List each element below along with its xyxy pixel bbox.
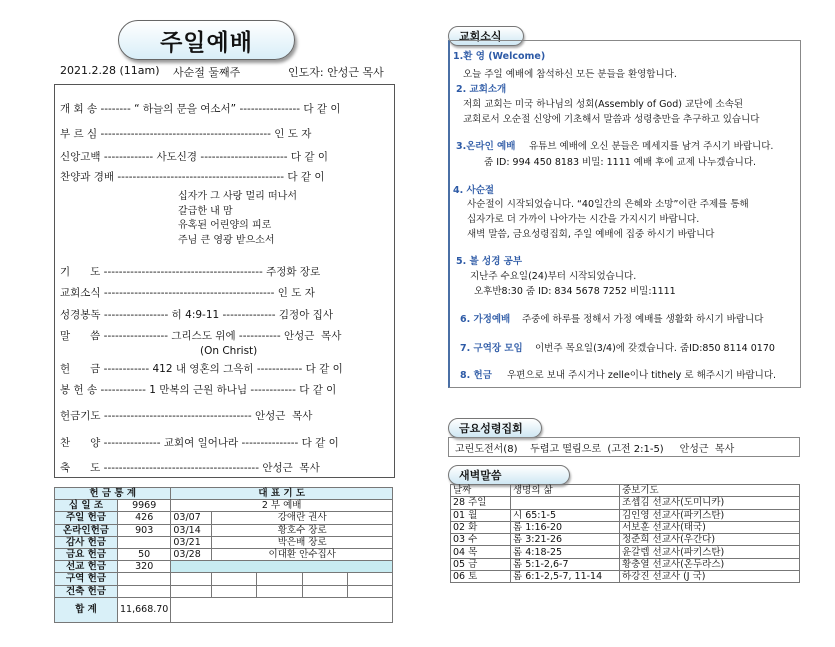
table-row: 03 수 롬 3:21-26 정준희 선교사(우간다): [451, 534, 800, 546]
page-title: 주일예배: [118, 20, 295, 60]
order-item: 봉 헌 송 ------------ 1 만복의 근원 하나님 ------------ 다 같 이: [60, 384, 337, 396]
table-row: 십 일 조 9969 2 부 예배: [55, 500, 393, 512]
column-header: 중보기도: [620, 485, 800, 497]
service-date: 2021.2.28 (11am): [60, 64, 160, 77]
table-row: 선교 헌금 320: [55, 561, 393, 573]
service-season: 사순절 둘째주: [173, 66, 241, 79]
offering-table: [54, 487, 393, 623]
order-item: 개 회 송 -------- “ 하늘의 문을 여소서” ---------------- 다 같 이: [60, 103, 341, 115]
friday-meeting-box: [448, 437, 800, 457]
hymn-lyrics: [178, 190, 297, 248]
total-amount: 11,668.70: [118, 597, 171, 622]
order-item: 찬 양 --------------- 교회여 일어나라 --------------- 다 같 이: [60, 437, 339, 449]
offering-header: 헌 금 통 계: [55, 488, 171, 500]
service-leader: 인도자: 안성근 목사: [288, 66, 384, 79]
news-heading: 6. 가정예배: [460, 314, 511, 325]
sermon-subtitle: (On Christ): [200, 345, 258, 357]
order-item: 축 도 ----------------------------------------- 안성근 목사: [60, 462, 320, 474]
table-row: 구역 헌금: [55, 573, 393, 585]
friday-meeting-text: 고린도전서(8) 두렵고 떨림으로 (고전 2:1-5) 안성근 목사: [455, 444, 735, 455]
table-row: 02 화 롬 1:16-20 서보훈 선교사(태국): [451, 521, 800, 533]
order-item: 교회소식 --------------------------------------------- 인 도 자: [60, 287, 315, 299]
table-row: 금요 헌금 50 03/28 이대환 안수집사: [55, 548, 393, 560]
news-heading: 4. 사순절: [453, 185, 495, 196]
order-item: 신앙고백 ------------- 사도신경 ----------------------- 다 같 이: [60, 151, 328, 163]
hymn-line: 유혹된 어린양의 피로: [178, 220, 272, 231]
news-heading: 1.환 영 (Welcome): [453, 51, 546, 62]
order-item: 부 르 심 --------------------------------------------- 인 도 자: [60, 128, 312, 140]
news-heading: 5. 볼 성경 공부: [456, 256, 523, 267]
church-news-tab: 교회소식: [448, 26, 524, 46]
order-item: 찬양과 경배 -------------------------------------------- 다 같 이: [60, 171, 325, 183]
column-header: 날짜: [451, 485, 511, 497]
news-heading: 2. 교회소개: [456, 84, 507, 95]
order-item: 성경봉독 ----------------- 히 4:9-11 -------------- 김정아 집사: [60, 309, 333, 321]
friday-meeting-tab: 금요성령집회: [448, 418, 542, 438]
news-heading: 8. 헌금: [460, 370, 492, 381]
table-row: [55, 597, 393, 622]
order-item: 헌 금 ------------ 412 내 영혼의 그윽히 ------------ 다 같 이: [60, 363, 343, 375]
news-heading: 3.온라인 예배: [456, 141, 516, 152]
dawn-word-tab: 새벽말씀: [448, 465, 570, 485]
order-item: 헌금기도 --------------------------------------- 안성근 목사: [60, 410, 313, 422]
order-item: 말 씀 ----------------- 그리스도 위에 ----------- 안성근 목사: [60, 330, 342, 342]
news-heading: 7. 구역장 모임: [460, 343, 523, 354]
table-row: 28 주일 조셉김 선교사(도미니카): [451, 497, 800, 509]
table-row: 주일 헌금 426 03/07 강애란 권사: [55, 512, 393, 524]
table-row: 04 목 롬 4:18-25 윤갈렙 선교사(파키스탄): [451, 546, 800, 558]
table-row: 06 토 롬 6:1-2,5-7, 11-14 하강진 선교사 (J 국): [451, 571, 800, 583]
table-row: 온라인헌금 903 03/14 황호수 장로: [55, 524, 393, 536]
order-item: 기 도 ------------------------------------------ 주정화 장로: [60, 266, 321, 278]
table-row: 01 월 시 65:1-5 김인영 선교사(파키스탄): [451, 509, 800, 521]
hymn-line: 주님 큰 영광 받으소서: [178, 234, 275, 246]
dawn-schedule-table: [450, 484, 800, 583]
prayer-header: 대 표 기 도: [171, 488, 393, 500]
column-header: 생명의 삶: [511, 485, 620, 497]
service-info: [60, 64, 393, 82]
table-row: 건축 헌금: [55, 585, 393, 597]
total-label: 합 계: [55, 597, 118, 622]
table-row: 감사 헌금 03/21 박은배 장로: [55, 536, 393, 548]
table-row: 05 금 롬 5:1-2,6-7 황충열 선교사(온두라스): [451, 558, 800, 570]
hymn-line: 갈급한 내 맘: [178, 205, 233, 217]
hymn-line: 십자가 그 사랑 멀리 떠나서: [178, 191, 297, 202]
